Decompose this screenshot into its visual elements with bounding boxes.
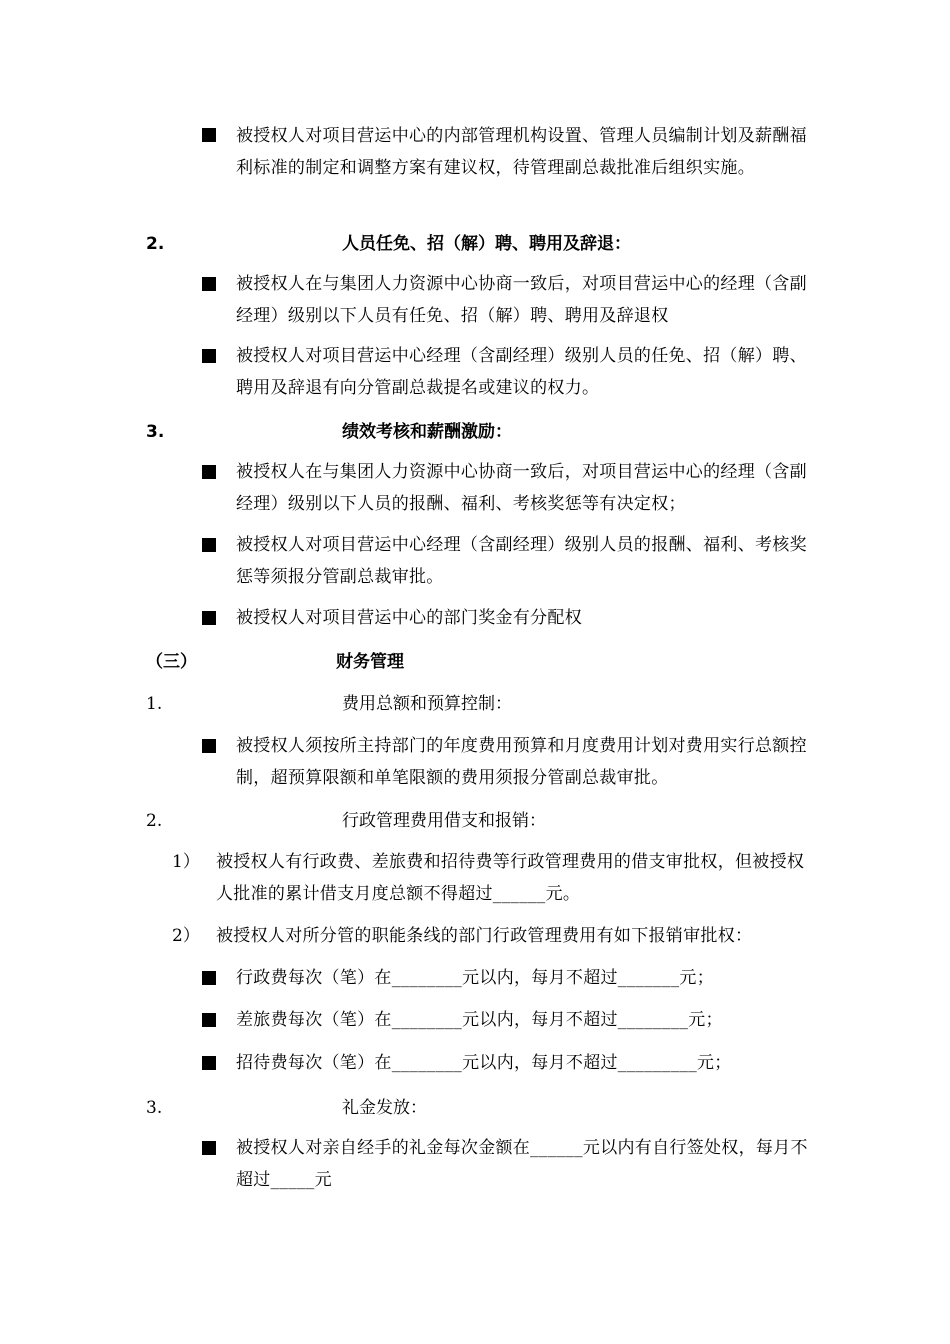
sub-item-number: 2） — [172, 926, 200, 946]
square-bullet-icon — [202, 1141, 216, 1155]
square-bullet-icon — [202, 465, 216, 479]
item-heading: 费用总额和预算控制： — [342, 694, 512, 714]
item-heading: 行政管理费用借支和报销： — [342, 811, 546, 831]
bullet-paragraph: 被授权人在与集团人力资源中心协商一致后，对项目营运中心的经理（含副经理）级别以下人员的报酬、福利、考核奖惩等有决定权； — [236, 462, 807, 514]
square-bullet-icon — [202, 128, 216, 142]
section-number: 2. — [146, 234, 165, 254]
item-heading: 礼金发放： — [342, 1098, 427, 1118]
item-number: 1. — [146, 694, 163, 714]
bullet-paragraph: 被授权人在与集团人力资源中心协商一致后，对项目营运中心的经理（含副经理）级别以下人员有任免、招（解）聘、聘用及辞退权 — [236, 274, 807, 326]
section-heading: 绩效考核和薪酬激励： — [342, 422, 512, 442]
sub-item-paragraph: 被授权人有行政费、差旅费和招待费等行政管理费用的借支审批权，但被授权人批准的累计借支月度总额不得超过______元。 — [216, 852, 805, 904]
square-bullet-icon — [202, 349, 216, 363]
part-number: （三） — [146, 652, 197, 672]
bullet-paragraph: 被授权人对项目营运中心经理（含副经理）级别人员的报酬、福利、考核奖惩等须报分管副总裁审批。 — [236, 535, 807, 587]
section-heading: 人员任免、招（解）聘、聘用及辞退： — [342, 234, 631, 254]
square-bullet-icon — [202, 971, 216, 985]
square-bullet-icon — [202, 611, 216, 625]
bullet-paragraph: 差旅费每次（笔）在________元以内，每月不超过________元； — [236, 1010, 723, 1030]
bullet-paragraph: 被授权人对项目营运中心经理（含副经理）级别人员的任免、招（解）聘、聘用及辞退有向分管副总裁提名或建议的权力。 — [236, 346, 807, 398]
square-bullet-icon — [202, 538, 216, 552]
bullet-paragraph: 被授权人对项目营运中心的内部管理机构设置、管理人员编制计划及薪酬福利标准的制定和调整方案有建议权，待管理副总裁批准后组织实施。 — [236, 126, 807, 178]
sub-item-number: 1） — [172, 852, 200, 872]
item-number: 3. — [146, 1098, 163, 1118]
section-number: 3. — [146, 422, 165, 442]
bullet-paragraph: 被授权人须按所主持部门的年度费用预算和月度费用计划对费用实行总额控制，超预算限额和单笔限额的费用须报分管副总裁审批。 — [236, 736, 807, 788]
bullet-paragraph: 行政费每次（笔）在________元以内，每月不超过_______元； — [236, 968, 714, 988]
part-heading: 财务管理 — [336, 652, 404, 672]
square-bullet-icon — [202, 1056, 216, 1070]
bullet-paragraph: 招待费每次（笔）在________元以内，每月不超过_________元； — [236, 1053, 732, 1073]
sub-item-paragraph: 被授权人对所分管的职能条线的部门行政管理费用有如下报销审批权： — [216, 926, 753, 946]
square-bullet-icon — [202, 739, 216, 753]
bullet-paragraph: 被授权人对项目营运中心的部门奖金有分配权 — [236, 608, 582, 628]
bullet-paragraph: 被授权人对亲自经手的礼金每次金额在______元以内有自行签处权，每月不超过_____元 — [236, 1138, 808, 1190]
square-bullet-icon — [202, 1013, 216, 1027]
item-number: 2. — [146, 811, 163, 831]
square-bullet-icon — [202, 277, 216, 291]
